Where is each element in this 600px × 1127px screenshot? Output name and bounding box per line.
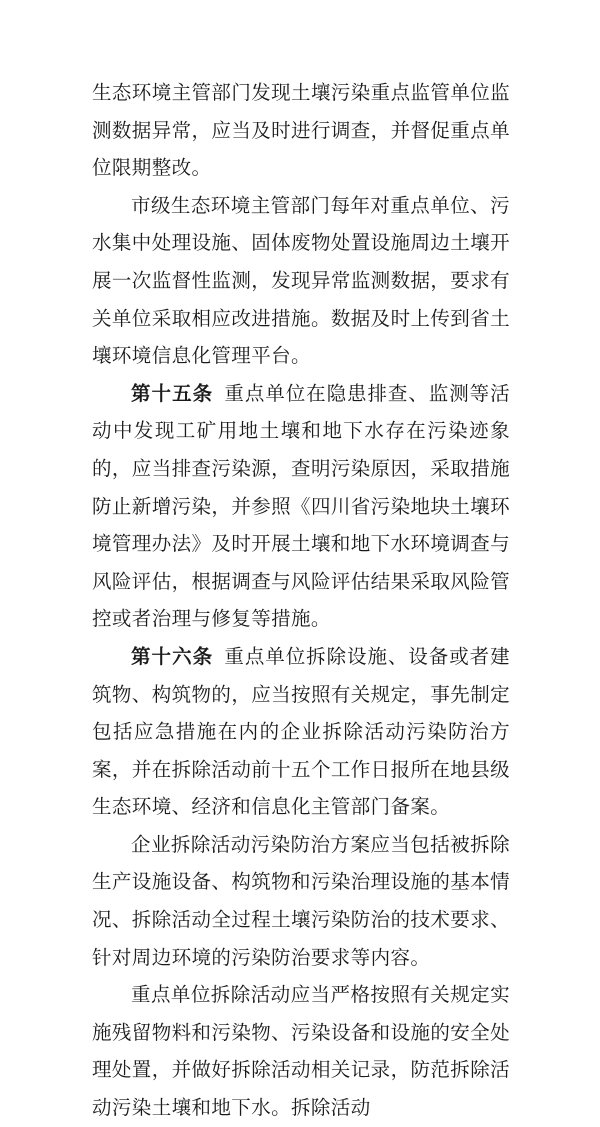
paragraph-text: 生态环境主管部门发现土壤污染重点监管单位监测数据异常，应当及时进行调查，并督促重点单位限期整改。 — [92, 81, 510, 180]
paragraph-text: 企业拆除活动污染防治方案应当包括被拆除生产设施设备、构筑物和污染治理设施的基本情况、拆除活动全过程土壤污染防治的技术要求、针对周边环境的污染防治要求等内容。 — [92, 832, 510, 969]
paragraph — [92, 74, 510, 187]
paragraph — [92, 187, 510, 375]
paragraph — [92, 375, 510, 638]
article-number-label: 第十五条 — [131, 381, 214, 405]
paragraph — [92, 976, 510, 1126]
paragraph-text: 市级生态环境主管部门每年对重点单位、污水集中处理设施、固体废物处置设施周边土壤开展一次监督性监测，发现异常监测数据，要求有关单位采取相应改进措施。数据及时上传到省土壤环境信息化管理平台。 — [92, 193, 510, 368]
paragraph-text: 重点单位拆除活动应当严格按照有关规定实施残留物料和污染物、污染设备和设施的安全处理处置，并做好拆除活动相关记录，防范拆除活动污染土壤和地下水。拆除活动 — [92, 983, 510, 1120]
article-number-label: 第十六条 — [131, 644, 214, 668]
paragraph — [92, 638, 510, 826]
paragraph-text: 重点单位拆除设施、设备或者建筑物、构筑物的，应当按照有关规定，事先制定包括应急措施在内的企业拆除活动污染防治方案，并在拆除活动前十五个工作日报所在地县级生态环境、经济和信息化主管部门备案。 — [92, 644, 510, 819]
paragraph-text: 重点单位在隐患排查、监测等活动中发现工矿用地土壤和地下水存在污染迹象的，应当排查污染源，查明污染原因，采取措施防止新增污染，并参照《四川省污染地块土壤环境管理办法》及时开展土壤和地下水环境调查与风险评估，根据调查与风险评估结果采取风险管控或者治理与修复等措施。 — [92, 381, 510, 631]
paragraph — [92, 826, 510, 976]
document-text-body — [92, 74, 510, 1127]
